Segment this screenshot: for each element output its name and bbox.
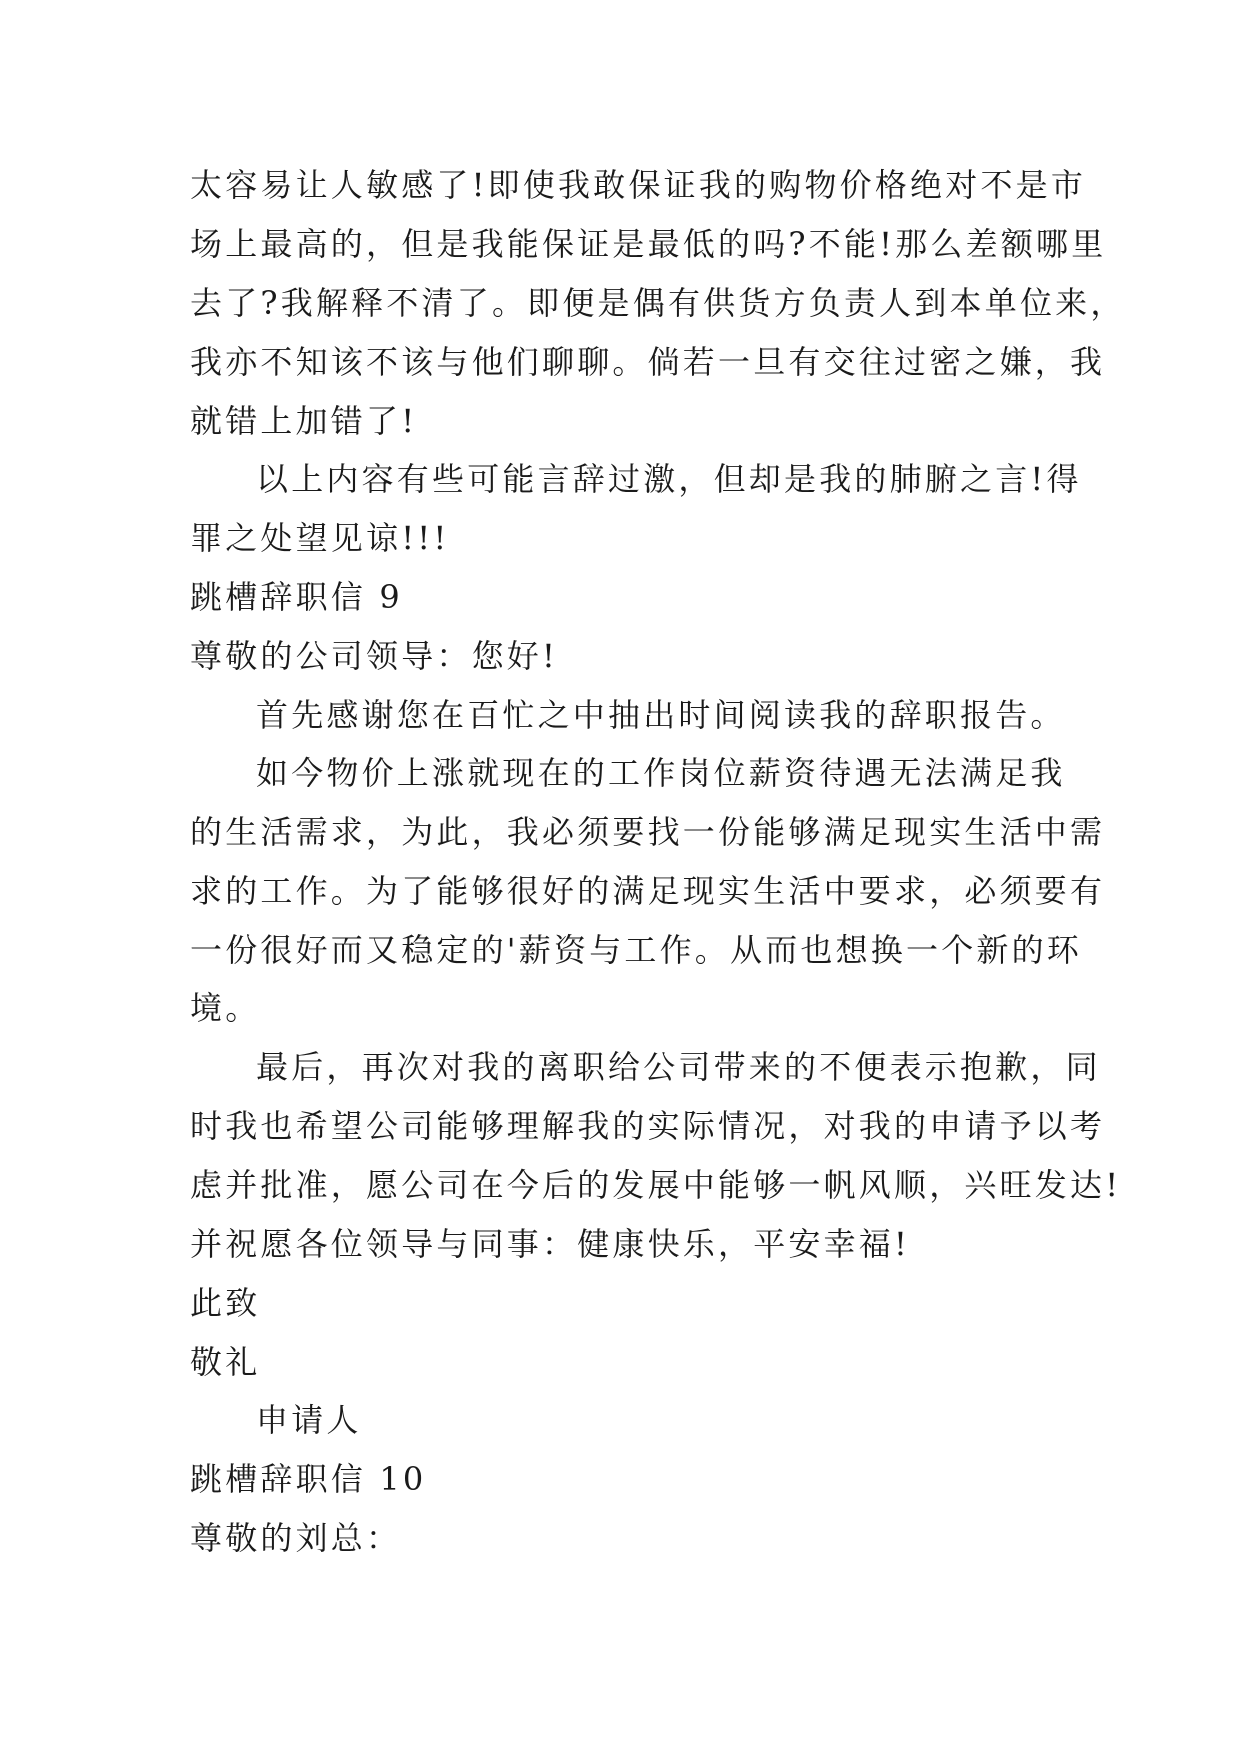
body-text-line: 求的工作。为了能够很好的满足现实生活中要求，必须要有: [190, 872, 1106, 910]
closing-line: 此致: [190, 1284, 261, 1322]
body-text-line: 并祝愿各位领导与同事：健康快乐，平安幸福!: [190, 1225, 911, 1263]
body-text-line: 境。: [190, 989, 261, 1027]
closing-line: 敬礼: [190, 1343, 261, 1381]
body-text-line: 时我也希望公司能够理解我的实际情况，对我的申请予以考: [190, 1107, 1106, 1145]
body-text-line: 以上内容有些可能言辞过激，但却是我的肺腑之言!得: [256, 460, 1082, 498]
body-text-line: 就错上加错了!: [190, 402, 418, 440]
body-text-line: 如今物价上涨就现在的工作岗位薪资待遇无法满足我: [256, 754, 1066, 792]
body-text-line: 虑并批准，愿公司在今后的发展中能够一帆风顺，兴旺发达!: [190, 1166, 1122, 1204]
body-text-line: 首先感谢您在百忙之中抽出时间阅读我的辞职报告。: [256, 696, 1066, 734]
salutation: 尊敬的刘总：: [190, 1519, 402, 1557]
salutation: 尊敬的公司领导：您好!: [190, 637, 559, 675]
body-text-line: 我亦不知该不该与他们聊聊。倘若一旦有交往过密之嫌，我: [190, 343, 1106, 381]
body-text-line: 最后，再次对我的离职给公司带来的不便表示抱歉，同: [256, 1048, 1101, 1086]
body-text-line: 去了?我解释不清了。即便是偶有供货方负责人到本单位来，: [190, 284, 1126, 322]
body-text-line: 一份很好而又稳定的'薪资与工作。从而也想换一个新的环: [190, 931, 1082, 969]
signature-label: 申请人: [256, 1401, 362, 1439]
body-text-line: 罪之处望见谅!!!: [190, 519, 450, 557]
section-heading: 跳槽辞职信 10: [190, 1460, 427, 1498]
body-text-line: 的生活需求，为此，我必须要找一份能够满足现实生活中需: [190, 813, 1106, 851]
section-heading: 跳槽辞职信 9: [190, 578, 403, 616]
body-text-line: 太容易让人敏感了!即使我敢保证我的购物价格绝对不是市: [190, 166, 1087, 204]
body-text-line: 场上最高的，但是我能保证是最低的吗?不能!那么差额哪里: [190, 225, 1107, 263]
